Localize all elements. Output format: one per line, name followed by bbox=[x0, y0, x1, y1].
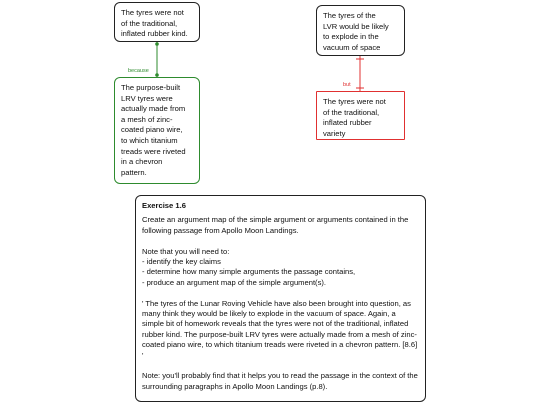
because-label: because bbox=[128, 68, 149, 74]
exercise-box bbox=[135, 195, 426, 402]
premise-node-piano-wire[interactable] bbox=[114, 77, 200, 184]
task-item: - determine how many simple arguments the passage contains, bbox=[142, 267, 356, 277]
task-item: - identify the key claims bbox=[142, 257, 221, 267]
exercise-note: Note: you'll probably find that it helps you to read the passage in the context of the surrounding paragraphs in Apollo Moon Landings (p.8). bbox=[142, 371, 418, 391]
but-label: but bbox=[343, 82, 351, 88]
exercise-quote: ' The tyres of the Lunar Roving Vehicle have also been brought into question, as many think they would be likely to explode in the vacuum of space. Again, a simple bit of homework reveals that the tyres were not of the traditional, inflated rubber kind. The purpose-built LRV tyres were actually made from a mesh of zinc-coated piano wire, to which titanium treads were riveted in a chevron pattern. [8.6] ' bbox=[142, 298, 418, 360]
task-item: - produce an argument map of the simple argument(s). bbox=[142, 277, 327, 287]
task-intro: Note that you will need to: bbox=[142, 246, 230, 256]
premise-text: The purpose-built LRV tyres were actually made from a mesh of zinc- coated piano wire, to which titanium treads were riveted in a chevron pattern. bbox=[121, 83, 186, 177]
support-connector-dot bbox=[155, 42, 159, 46]
exercise-task-list bbox=[142, 247, 419, 289]
claim-node-tyres-not-rubber[interactable] bbox=[114, 2, 200, 42]
exercise-instruction: Create an argument map of the simple argument or arguments contained in the following passage from Apollo Moon Landings. bbox=[142, 215, 409, 235]
claim-text: The tyres of the LVR would be likely to explode in the vacuum of space bbox=[323, 11, 389, 52]
exercise-title: Exercise 1.6 bbox=[142, 201, 186, 210]
objection-node-not-rubber[interactable] bbox=[316, 91, 405, 140]
claim-text: The tyres were not of the traditional, inflated rubber kind. bbox=[121, 8, 188, 39]
objection-text: The tyres were not of the traditional, inflated rubber variety bbox=[323, 97, 386, 138]
claim-node-tyres-explode[interactable] bbox=[316, 5, 405, 56]
